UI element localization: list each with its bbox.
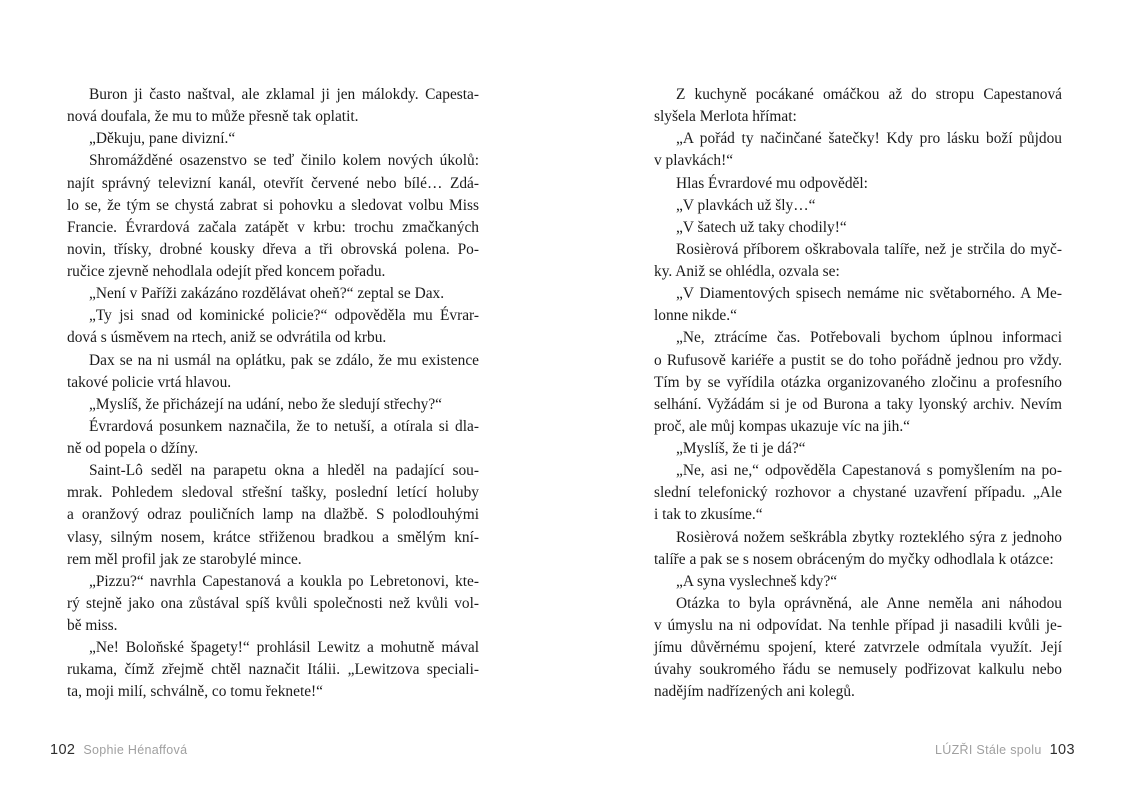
text-line: najít správný televizní kanál, otevřít červené nebo bílé… Zdá- <box>67 174 479 192</box>
paragraph <box>67 394 479 416</box>
left-footer-author: Sophie Hénaffová <box>83 743 188 757</box>
paragraph <box>654 527 1062 571</box>
text-line: „A syna vyslechneš kdy?“ <box>676 572 838 590</box>
text-line: „Není v Paříži zakázáno rozdělávat oheň?“ zeptal se Dax. <box>89 285 445 303</box>
paragraph <box>654 460 1062 526</box>
text-line: talíře a pak se s nosem obráceným do myčky odhodlala k otázce: <box>654 550 1054 568</box>
text-line: „Pizzu?“ navrhla Capestanová a koukla po Lebretonovi, kte- <box>89 572 479 590</box>
paragraph <box>654 128 1062 172</box>
text-line: rem měl profil jak ze starobylé mince. <box>67 550 302 568</box>
text-line: slední telefonický rozhovor a chystané uzavření případu. „Ale <box>654 484 1062 502</box>
paragraph <box>67 283 479 305</box>
text-line: „Ne, asi ne,“ odpověděla Capestanová s pomyšlením na po- <box>676 462 1062 480</box>
text-line: a oranžový odraz pouličních lamp na dlažbě. S polodlouhými <box>67 506 479 524</box>
text-line: v úmyslu na ni odpovídat. Na tenhle případ ji nasadili kvůli je- <box>654 617 1062 634</box>
paragraph <box>67 416 479 460</box>
text-line: Rosièrová příborem oškrabovala talíře, než je strčila do myč- <box>676 240 1062 258</box>
text-line: „Ne! Boloňské špagety!“ prohlásil Lewitz a mohutně mával <box>89 639 479 657</box>
text-line: vlasy, silným nosem, krátce střiženou bradkou a smělým kní- <box>67 528 479 546</box>
text-line: rukama, čímž zřejmě chtěl naznačit Itálii. „Lewitzova speciali- <box>67 661 479 679</box>
paragraph <box>654 283 1062 327</box>
right-page-text <box>654 84 1062 704</box>
paragraph <box>67 84 479 128</box>
paragraph <box>654 173 1062 195</box>
text-line: „V plavkách už šly…“ <box>676 196 816 214</box>
text-line: ručice zjevně nehodlala odejít před koncem pořadu. <box>67 263 386 280</box>
paragraph <box>67 460 479 571</box>
left-page-number: 102 <box>50 742 76 758</box>
text-line: nadějím nadřízených ani kolegů. <box>654 683 855 701</box>
paragraph <box>67 128 479 150</box>
paragraph <box>67 150 479 283</box>
text-line: úvahy soukromého řádu se nemusely podřizovat kalkulu nebo <box>654 661 1062 679</box>
text-line: o Rufusově kariéře a pustit se do toho pořádně jednou pro vždy. <box>654 351 1062 369</box>
paragraph <box>654 571 1062 593</box>
text-line: mrak. Pohledem sledoval střešní tašky, poslední letící holuby <box>67 484 479 502</box>
paragraph <box>654 217 1062 239</box>
text-line: rý stejně jako ona zůstával spíš kvůli společnosti než kvůli vol- <box>67 594 479 612</box>
text-line: ky. Aniž se ohlédla, ozvala se: <box>654 263 840 280</box>
text-line: Tím by se vyřídila otázka organizovaného zločinu a profesního <box>654 373 1062 391</box>
text-line: „A pořád ty načinčané šatečky! Kdy pro lásku boží půjdou <box>676 130 1062 148</box>
text-line: „V šatech už taky chodily!“ <box>676 218 847 236</box>
text-line: novin, třísky, drobné kousky dřeva a tři obrovská polena. Po- <box>67 240 479 258</box>
text-line: Évrardová posunkem naznačila, že to netuší, a otírala si dla- <box>89 417 479 435</box>
text-line: Hlas Évrardové mu odpověděl: <box>676 174 868 192</box>
text-line: takové policie vrtá hlavou. <box>67 373 232 391</box>
text-line: lonne nikde.“ <box>654 307 737 325</box>
text-line: Z kuchyně pocákané omáčkou až do stropu Capestanová <box>676 86 1062 103</box>
text-line: Dax se na ni usmál na oplátku, pak se zdálo, že mu existence <box>89 351 479 369</box>
text-line: jímu důvěrnému spojení, které zatvrzele odmítala využít. Její <box>654 639 1062 657</box>
text-line: Shromážděné osazenstvo se teď činilo kolem nových úkolů: <box>89 152 479 170</box>
paragraph <box>654 195 1062 217</box>
text-line: „Ty jsi snad od kominické policie?“ odpověděla mu Évrar- <box>89 307 479 325</box>
left-page-footer <box>50 742 187 758</box>
right-page-footer <box>935 742 1075 758</box>
text-line: „Děkuju, pane divizní.“ <box>89 130 236 148</box>
paragraph <box>654 84 1062 128</box>
paragraph <box>67 571 479 637</box>
left-page-text <box>67 84 479 704</box>
text-line: Buron ji často naštval, ale zklamal ji jen málokdy. Capesta- <box>89 86 479 103</box>
text-line: dová s úsměvem na rtech, aniž se odvrátila od krbu. <box>67 329 387 347</box>
text-line: „Ne, ztrácíme čas. Potřebovali bychom úplnou informaci <box>676 329 1062 347</box>
text-line: „Myslíš, že přicházejí na udání, nebo že sledují střechy?“ <box>89 395 442 413</box>
paragraph <box>654 239 1062 283</box>
text-line: bě miss. <box>67 617 118 634</box>
text-line: Otázka to byla oprávněná, ale Anne neměla ani náhodou <box>676 594 1062 612</box>
text-line: Francie. Évrardová začala zatápět v krbu: trochu zmačkaných <box>67 218 479 236</box>
right-footer-book-title: LÚZŘI Stále spolu <box>935 743 1042 757</box>
text-line: ně od popela o džíny. <box>67 440 199 457</box>
paragraph <box>654 438 1062 460</box>
paragraph <box>67 305 479 349</box>
paragraph <box>654 593 1062 704</box>
text-line: Saint-Lô seděl na parapetu okna a hleděl na padající sou- <box>89 462 479 480</box>
text-line: proč, ale můj kompas ukazuje víc na jih.“ <box>654 417 910 435</box>
paragraph <box>654 327 1062 438</box>
text-line: nová doufala, že mu to může přesně tak oplatit. <box>67 108 359 126</box>
text-line: slyšela Merlota hřímat: <box>654 108 797 126</box>
text-line: v plavkách!“ <box>654 152 734 170</box>
text-line: „V Diamentových spisech nemáme nic světaborného. A Me- <box>676 285 1062 303</box>
text-line: Rosièrová nožem seškrábla zbytky rozteklého sýra z jednoho <box>676 528 1062 546</box>
text-line: „Myslíš, že ti je dá?“ <box>676 440 806 457</box>
right-page-number: 103 <box>1049 742 1075 758</box>
text-line: ta, moji milí, schválně, co tomu řeknete!“ <box>67 683 324 701</box>
text-line: lo se, že tým se chystá zabrat si pohovku a sledovat volbu Miss <box>67 196 479 214</box>
text-line: i tak to zkusíme.“ <box>654 506 763 524</box>
text-line: selhání. Vyžádám si je od Burona a taky lyonský archiv. Nevím <box>654 395 1062 413</box>
paragraph <box>67 637 479 703</box>
paragraph <box>67 350 479 394</box>
